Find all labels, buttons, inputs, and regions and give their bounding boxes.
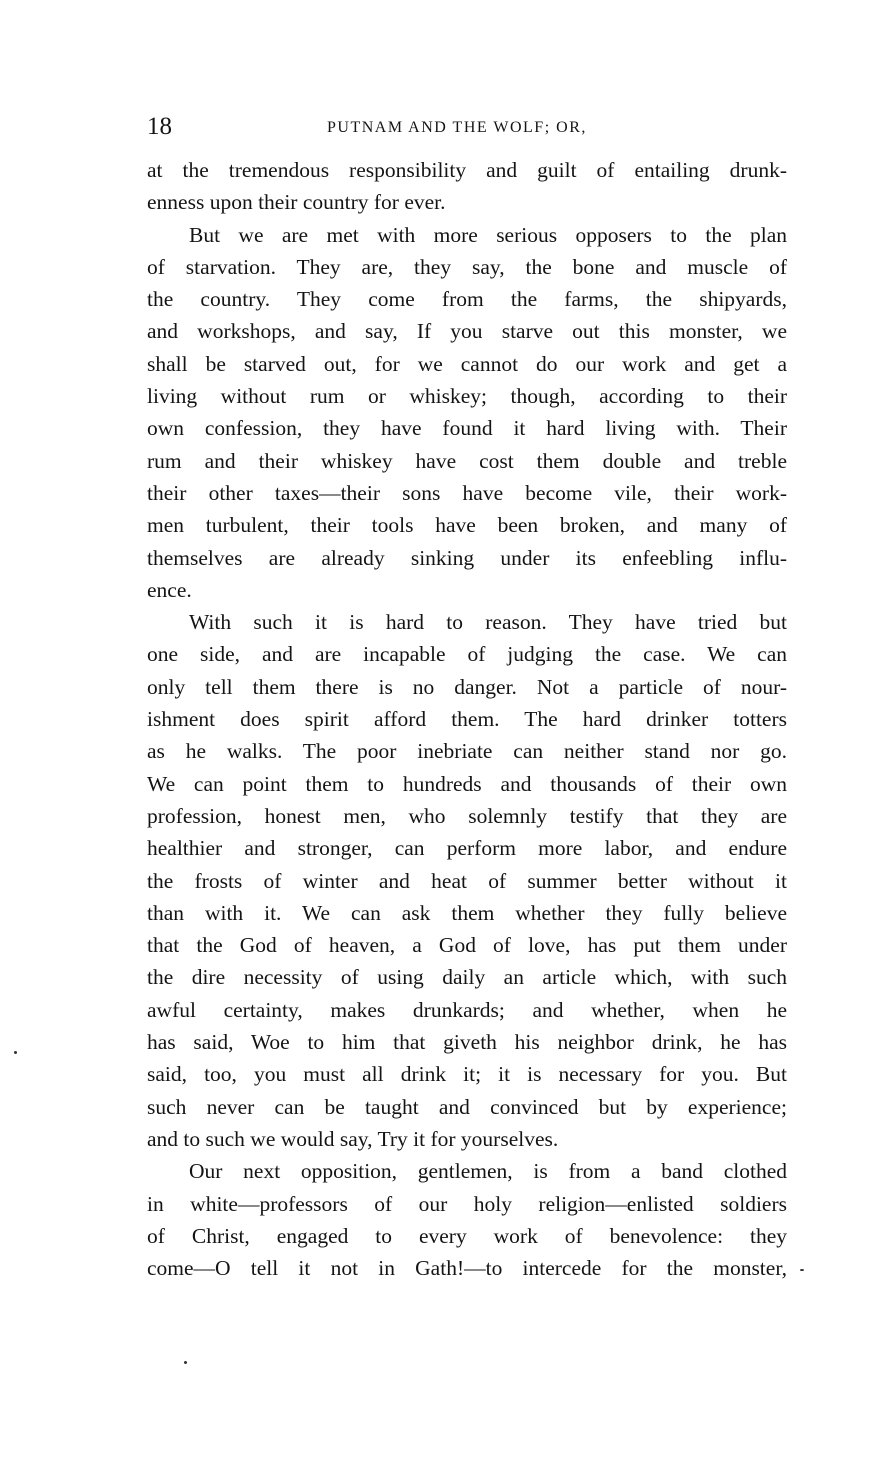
text-line: the dire necessity of using daily an article which, with such: [147, 965, 787, 990]
text-line: at the tremendous responsibility and guilt of entailing drunk-: [147, 158, 787, 182]
running-title: PUTNAM AND THE WOLF; OR,: [327, 119, 587, 136]
text-line: With such it is hard to reason. They have tried but: [189, 610, 787, 635]
text-line: such never can be taught and convinced but by experience;: [147, 1094, 787, 1119]
text-line: one side, and are incapable of judging the case. We can: [147, 642, 787, 667]
text-line: the frosts of winter and heat of summer better without it: [147, 868, 787, 893]
text-line: healthier and stronger, can perform more labor, and endure: [147, 836, 787, 861]
text-line: in white—professors of our holy religion—enlisted soldiers: [147, 1191, 787, 1216]
text-line: living without rum or whiskey; though, according to their: [147, 384, 787, 409]
margin-speck: [14, 1051, 17, 1054]
text-line: than with it. We can ask them whether they fully believe: [147, 900, 787, 925]
text-line: as he walks. The poor inebriate can neither stand nor go.: [147, 739, 787, 764]
text-line: awful certainty, makes drunkards; and whether, when he: [147, 997, 787, 1022]
text-line: enness upon their country for ever.: [147, 190, 446, 215]
text-line: own confession, they have found it hard living with. Their: [147, 416, 787, 441]
text-line: rum and their whiskey have cost them double and treble: [147, 448, 787, 473]
page-number: 18: [147, 113, 172, 140]
text-line: shall be starved out, for we cannot do our work and get a: [147, 351, 787, 376]
body-text: [147, 154, 787, 1284]
text-line: We can point them to hundreds and thousands of their own: [147, 771, 787, 796]
text-line: ence.: [147, 577, 192, 602]
text-line: said, too, you must all drink it; it is necessary for you. But: [147, 1062, 787, 1087]
text-line: of starvation. They are, they say, the bone and muscle of: [147, 254, 787, 279]
text-line: But we are met with more serious opposers to the plan: [189, 222, 787, 247]
margin-speck: [184, 1361, 187, 1364]
text-line: and to such we would say, Try it for yourselves.: [147, 1126, 559, 1151]
text-line: themselves are already sinking under its enfeebling influ-: [147, 545, 787, 570]
text-line: only tell them there is no danger. Not a particle of nour-: [147, 674, 787, 699]
text-line: men turbulent, their tools have been broken, and many of: [147, 513, 787, 538]
margin-speck: [800, 1269, 804, 1271]
text-line: come—O tell it not in Gath!—to intercede for the monster,: [147, 1256, 787, 1281]
text-line: of Christ, engaged to every work of benevolence: they: [147, 1223, 787, 1248]
text-line: the country. They come from the farms, the shipyards,: [147, 287, 787, 312]
text-line: and workshops, and say, If you starve out this monster, we: [147, 319, 787, 344]
running-header: [147, 112, 787, 142]
text-line: their other taxes—their sons have become vile, their work-: [147, 480, 787, 505]
text-line: Our next opposition, gentlemen, is from a band clothed: [189, 1159, 787, 1184]
text-line: ishment does spirit afford them. The hard drinker totters: [147, 707, 787, 732]
text-line: profession, honest men, who solemnly testify that they are: [147, 803, 787, 828]
text-line: has said, Woe to him that giveth his neighbor drink, he has: [147, 1030, 787, 1055]
text-line: that the God of heaven, a God of love, has put them under: [147, 933, 787, 958]
